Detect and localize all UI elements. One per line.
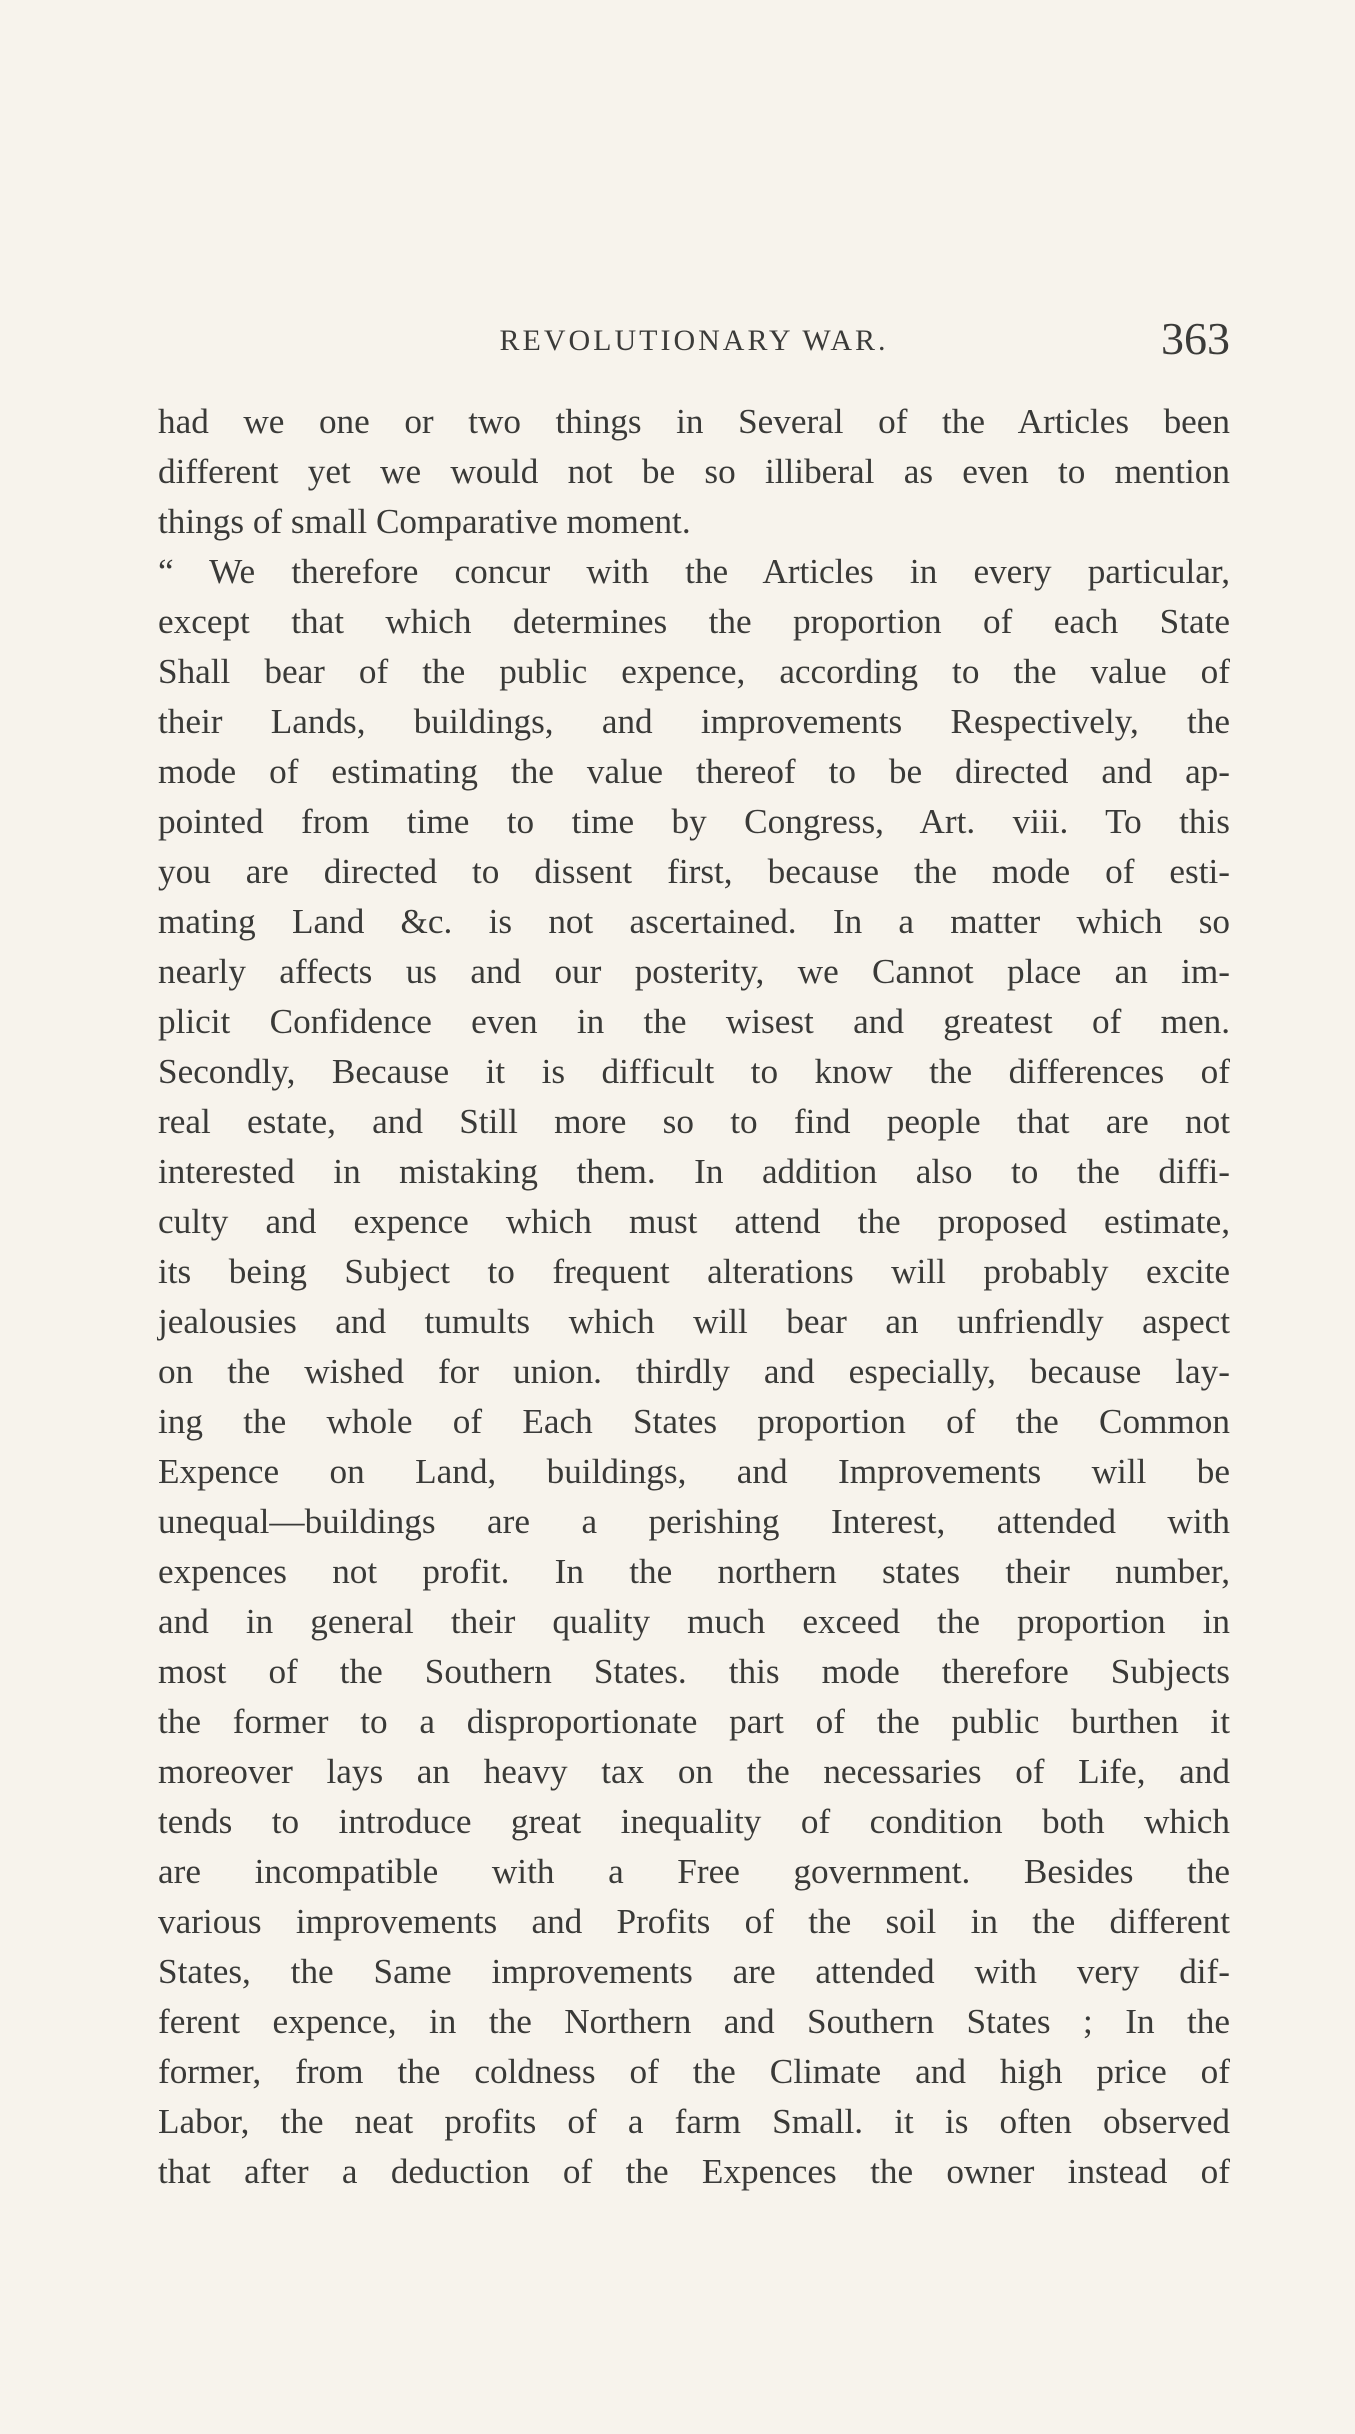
text-line: plicit Confidence even in the wisest and greatest of men.: [158, 1002, 1230, 1041]
page-number: 363: [1161, 313, 1230, 364]
text-line: its being Subject to frequent alterations will probably excite: [158, 1252, 1230, 1291]
text-line: jealousies and tumults which will bear an unfriendly aspect: [158, 1302, 1230, 1341]
running-head: [158, 313, 1230, 378]
text-line: “ We therefore concur with the Articles in every particular,: [158, 552, 1230, 591]
text-line: Secondly, Because it is difficult to know the differences of: [158, 1052, 1230, 1091]
body-text: [158, 397, 1230, 2197]
text-line: mating Land &c. is not ascertained. In a matter which so: [158, 902, 1230, 941]
text-line: are incompatible with a Free government. Besides the: [158, 1852, 1230, 1891]
text-line: ferent expence, in the Northern and Southern States ; In the: [158, 2002, 1230, 2041]
text-line: unequal—buildings are a perishing Interest, attended with: [158, 1502, 1230, 1541]
text-line: Shall bear of the public expence, according to the value of: [158, 652, 1230, 691]
text-line: tends to introduce great inequality of condition both which: [158, 1802, 1230, 1841]
text-line: culty and expence which must attend the proposed estimate,: [158, 1202, 1230, 1241]
text-line: real estate, and Still more so to find people that are not: [158, 1102, 1230, 1141]
text-line: former, from the coldness of the Climate and high price of: [158, 2052, 1230, 2091]
text-line: nearly affects us and our posterity, we Cannot place an im-: [158, 952, 1230, 991]
text-line: things of small Comparative moment.: [158, 502, 691, 541]
text-line: moreover lays an heavy tax on the necessaries of Life, and: [158, 1752, 1230, 1791]
text-line: various improvements and Profits of the soil in the different: [158, 1902, 1230, 1941]
text-line: had we one or two things in Several of the Articles been: [158, 402, 1230, 441]
text-line: States, the Same improvements are attended with very dif-: [158, 1952, 1230, 1991]
text-line: and in general their quality much exceed the proportion in: [158, 1602, 1230, 1641]
text-line: you are directed to dissent first, because the mode of esti-: [158, 852, 1230, 891]
text-line: interested in mistaking them. In addition also to the diffi-: [158, 1152, 1230, 1191]
text-line: the former to a disproportionate part of the public burthen it: [158, 1702, 1230, 1741]
text-line: except that which determines the proportion of each State: [158, 602, 1230, 641]
text-line: mode of estimating the value thereof to be directed and ap-: [158, 752, 1230, 791]
text-line: on the wished for union. thirdly and especially, because lay-: [158, 1352, 1230, 1391]
text-line: Labor, the neat profits of a farm Small. it is often observed: [158, 2102, 1230, 2141]
text-line: pointed from time to time by Congress, Art. viii. To this: [158, 802, 1230, 841]
text-line: their Lands, buildings, and improvements Respectively, the: [158, 702, 1230, 741]
text-line: expences not profit. In the northern states their number,: [158, 1552, 1230, 1591]
text-line: that after a deduction of the Expences the owner instead of: [158, 2152, 1230, 2191]
text-line: different yet we would not be so illiberal as even to mention: [158, 452, 1230, 491]
text-line: most of the Southern States. this mode therefore Subjects: [158, 1652, 1230, 1691]
text-line: Expence on Land, buildings, and Improvements will be: [158, 1452, 1230, 1491]
running-title: REVOLUTIONARY WAR.: [499, 324, 889, 357]
text-line: ing the whole of Each States proportion of the Common: [158, 1402, 1230, 1441]
